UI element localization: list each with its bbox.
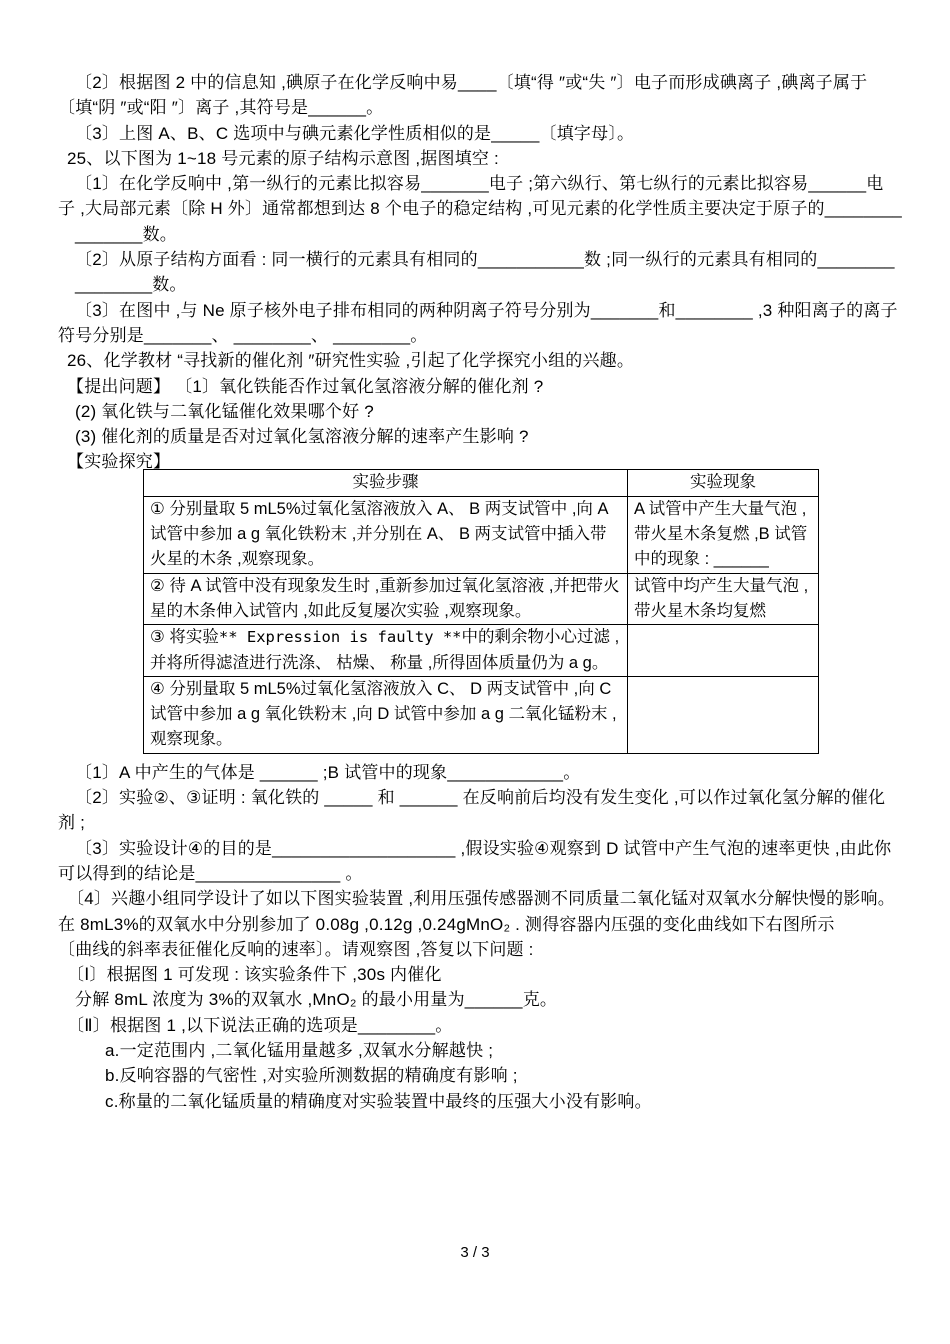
table-cell-obs-3 (628, 625, 819, 677)
question-26-sub3-line: 〔3〕实验设计④的目的是___________________ ,假设实验④观察到 D 试管中产生气泡的速率更快 ,由此你 (75, 838, 892, 858)
question-26-roman2-line: 〔Ⅱ〕根据图 1 ,以下说法正确的选项是________。 (67, 1015, 453, 1035)
question-25-part1-line: 〔1〕在化学反响中 ,第一纵行的元素比拟容易_______电子 ;第六纵行、第七纵行的元素比拟容易______电 (75, 174, 884, 194)
question-24-part2-wrap-line: 〔填“阴 ″或“阳 ″〕离子 ,其符号是______。 (58, 98, 384, 118)
question-26-sub2-wrap-line: 剂 ; (58, 813, 86, 833)
question-26-problem-line: 【提出问题】 〔1〕氧化铁能否作过氧化氢溶液分解的催化剂 ? (67, 376, 544, 396)
question-26-roman1-line: 〔Ⅰ〕根据图 1 可发现 : 该实验条件下 ,30s 内催化 (67, 965, 442, 985)
step-3-prefix: ③ 将实验 (150, 628, 219, 647)
question-25-part1-wrap-line: 子 ,大局部元素〔除 H 外〕通常都想到达 8 个电子的稳定结构 ,可见元素的化学性质主要决定于原子的________ (58, 199, 902, 219)
question-26-problem2-line: (2) 氧化铁与二氧化锰催化效果哪个好 ? (75, 401, 374, 421)
question-26-roman1-wrap-line: 分解 8mL 浓度为 3%的双氧水 ,MnO₂ 的最小用量为______克。 (75, 990, 558, 1010)
table-cell-step-1: ① 分别量取 5 mL5%过氧化氢溶液放入 A、 B 两支试管中 ,向 A 试管中参加 a g 氧化铁粉末 ,并分别在 A、 B 两支试管中插入带火星的木条 ,观察现象。 (144, 496, 628, 573)
question-25-title-line: 25、以下图为 1~18 号元素的原子结构示意图 ,据图填空 : (67, 148, 499, 168)
table-cell-step-4: ④ 分别量取 5 mL5%过氧化氢溶液放入 C、 D 两支试管中 ,向 C 试管中参加 a g 氧化铁粉末 ,向 D 试管中参加 a g 二氧化锰粉末 ,观察现象。 (144, 676, 628, 753)
question-25-part3-line: 〔3〕在图中 ,与 Ne 原子核外电子排布相同的两种阴离子符号分别为_______和________ ,3 种阳离子的离子 (75, 300, 898, 320)
question-26-title-line: 26、化学教材 “寻找新的催化剂 ″研究性实验 ,引起了化学探究小组的兴趣。 (67, 351, 635, 371)
step-3-suffix: 中的剩余物小心过滤 ,并将所得滤渣进行洗涤、 枯燥、 称量 ,所得固体质量仍为 a g。 (150, 628, 620, 672)
table-row (144, 625, 819, 677)
table-cell-step-3 (144, 625, 628, 677)
option-a-line: a.一定范围内 ,二氧化锰用量越多 ,双氧水分解越快 ; (105, 1040, 494, 1060)
table-cell-step-2: ② 待 A 试管中没有现象发生时 ,重新参加过氧化氢溶液 ,并把带火星的木条伸入试管内 ,如此反复屡次实验 ,观察现象。 (144, 573, 628, 625)
question-25-part1-wrap2-line: _______数。 (75, 224, 177, 244)
experiment-section-label: 【实验探究】 (67, 452, 171, 472)
question-26-sub3-wrap-line: 可以得到的结论是_______________ 。 (58, 863, 363, 883)
table-header-steps: 实验步骤 (144, 469, 628, 496)
question-26-sub4-line: 〔4〕兴趣小组同学设计了如以下图实验装置 ,利用压强传感器测不同质量二氧化锰对双氧水分解快慢的影响。 (67, 889, 895, 909)
experiment-table (143, 469, 819, 754)
table-cell-obs-1: A 试管中产生大量气泡 ,带火星木条复燃 ,B 试管中的现象 : ______ (628, 496, 819, 573)
page-number: 3 / 3 (460, 1244, 490, 1261)
question-26-sub1-line: 〔1〕A 中产生的气体是 ______ ;B 试管中的现象____________。 (75, 762, 581, 782)
option-b-line: b.反响容器的气密性 ,对实验所测数据的精确度有影响 ; (105, 1066, 518, 1086)
question-26-sub4-wrap2-line: 〔曲线的斜率表征催化反响的速率〕。请观察图 ,答复以下问题 : (58, 939, 534, 959)
table-header-row (144, 469, 819, 496)
faulty-expression-text: ** Expression is faulty ** (218, 628, 462, 647)
option-c-line: c.称量的二氧化锰质量的精确度对实验装置中最终的压强大小没有影响。 (105, 1091, 652, 1111)
table-header-phenomena: 实验现象 (628, 469, 819, 496)
question-26-sub2-line: 〔2〕实验②、③证明 : 氧化铁的 _____ 和 ______ 在反响前后均没有发生变化 ,可以作过氧化氢分解的催化 (75, 788, 886, 808)
table-row (144, 496, 819, 573)
question-26-problem3-line: (3) 催化剂的质量是否对过氧化氢溶液分解的速率产生影响 ? (75, 427, 529, 447)
question-24-part2-line: 〔2〕根据图 2 中的信息知 ,碘原子在化学反响中易____〔填“得 ″或“失 ″〕电子而形成碘离子 ,碘离子属于 (75, 73, 868, 92)
question-25-part2-wrap-line: ________数。 (75, 275, 187, 295)
table-cell-obs-2: 试管中均产生大量气泡 ,带火星木条均复燃 (628, 573, 819, 625)
question-25-part2-line: 〔2〕从原子结构方面看 : 同一横行的元素具有相同的___________数 ;同一纵行的元素具有相同的________ (75, 250, 895, 270)
table-cell-obs-4 (628, 676, 819, 753)
question-25-part3-wrap-line: 符号分别是_______、 ________、 ________。 (58, 325, 428, 345)
question-26-sub4-wrap-line: 在 8mL3%的双氧水中分别参加了 0.08g ,0.12g ,0.24gMnO₂ . 测得容器内压强的变化曲线如下右图所示 (58, 914, 835, 934)
table-row (144, 573, 819, 625)
table-row (144, 676, 819, 753)
question-24-part3-line: 〔3〕上图 A、B、C 选项中与碘元素化学性质相似的是_____〔填字母〕。 (75, 123, 635, 143)
